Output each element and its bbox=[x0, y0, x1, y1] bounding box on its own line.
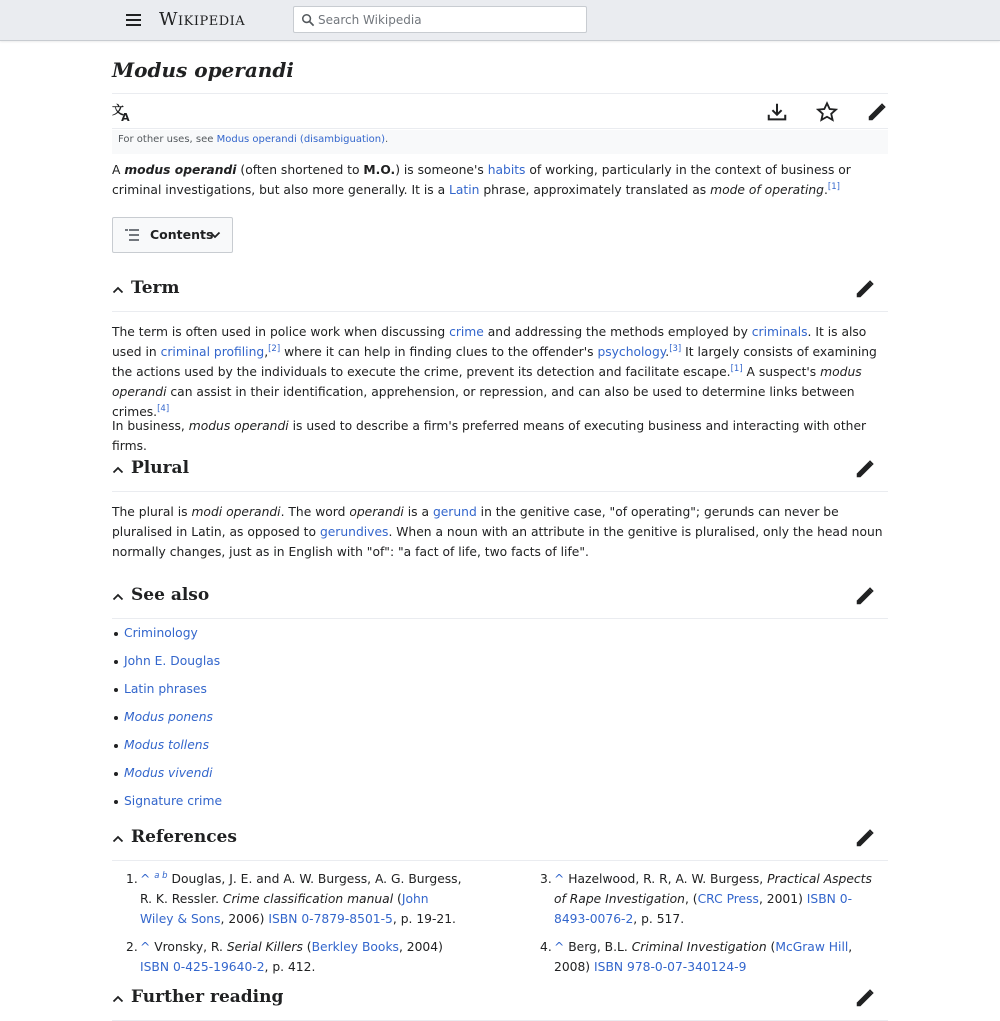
link-publisher[interactable]: CRC Press bbox=[697, 892, 759, 906]
italic-text: modus operandi bbox=[112, 365, 862, 399]
section-title-references: References bbox=[131, 827, 237, 847]
disambiguation-link[interactable]: Modus operandi (disambiguation) bbox=[216, 134, 386, 145]
link-psychology[interactable]: psychology bbox=[597, 345, 666, 359]
section-title-further-reading: Further reading bbox=[131, 987, 284, 1007]
text: ( bbox=[302, 940, 312, 954]
link-criminology[interactable]: Criminology bbox=[124, 626, 198, 640]
list-item bbox=[112, 679, 222, 707]
list-item bbox=[112, 651, 222, 679]
text: Berg, B.L. bbox=[564, 940, 632, 954]
svg-text:A: A bbox=[121, 111, 130, 123]
backlink-a[interactable]: a bbox=[154, 870, 160, 881]
text: in the genitive case, "of operating"; gerunds can never be pluralised in Latin, as opposed to bbox=[112, 505, 839, 539]
text: , p. 412. bbox=[264, 960, 316, 974]
reference-column-right bbox=[526, 869, 876, 985]
text: is used to describe a firm's preferred means of executing business and interacting with other firms. bbox=[112, 419, 867, 453]
link-modus-ponens[interactable]: Modus ponens bbox=[124, 710, 213, 724]
text: . When a noun with an attribute in the genitive is pluralised, only the head noun normally changes, just as in English with "of": "a fact of life, two facts of life". bbox=[112, 525, 883, 559]
link-gerund[interactable]: gerund bbox=[432, 505, 477, 519]
text: A suspect's bbox=[742, 365, 821, 379]
italic-text: Serial Killers bbox=[226, 940, 303, 954]
link-latin[interactable]: Latin bbox=[449, 183, 480, 197]
italic-text: Practical Aspects of Rape Investigation bbox=[554, 872, 872, 906]
link-latin-phrases[interactable]: Latin phrases bbox=[124, 682, 207, 696]
text: , 2004) bbox=[398, 940, 443, 954]
chevron-up-icon[interactable] bbox=[112, 284, 124, 296]
text: . It is also used in bbox=[112, 325, 867, 359]
link-isbn[interactable]: ISBN 0-7879-8501-5 bbox=[268, 912, 393, 926]
italic-text: Crime classification manual bbox=[222, 892, 394, 906]
text: phrase, approximately translated as bbox=[479, 183, 711, 197]
bold-abbrev: M.O. bbox=[363, 163, 396, 177]
text: Vronsky, R. bbox=[150, 940, 227, 954]
link-publisher[interactable]: McGraw Hill bbox=[775, 940, 849, 954]
search-input[interactable] bbox=[318, 10, 578, 30]
text: , 2001) bbox=[758, 892, 807, 906]
citation-3[interactable]: [3] bbox=[669, 343, 682, 354]
text: of working, particularly in the context of business or criminal investigations, but also more generally. It is a bbox=[112, 163, 851, 197]
link-crime[interactable]: crime bbox=[449, 325, 484, 339]
section-heading-further-reading bbox=[112, 983, 888, 1021]
edit-pencil-icon[interactable] bbox=[854, 827, 876, 849]
toc-icon bbox=[125, 228, 139, 242]
download-icon[interactable] bbox=[766, 101, 788, 123]
text: In business, bbox=[112, 419, 189, 433]
header-bar bbox=[0, 0, 1000, 41]
text: (often shortened to bbox=[236, 163, 364, 177]
text: The term is often used in police work when discussing bbox=[112, 325, 450, 339]
list-item bbox=[112, 791, 222, 819]
edit-pencil-icon[interactable] bbox=[854, 585, 876, 607]
link-modus-tollens[interactable]: Modus tollens bbox=[124, 738, 209, 752]
search-icon bbox=[301, 13, 315, 27]
chevron-down-icon bbox=[209, 229, 221, 241]
text: . bbox=[824, 183, 828, 197]
term-paragraph-1 bbox=[112, 322, 888, 422]
backlink-b[interactable]: b bbox=[162, 870, 168, 881]
reference-number: 3. bbox=[540, 872, 552, 886]
text: and addressing the methods employed by bbox=[483, 325, 752, 339]
text: Douglas, J. E. and A. W. Burgess, A. G. Burgess, R. K. Ressler. bbox=[140, 872, 462, 906]
citation-1[interactable]: [1] bbox=[730, 363, 743, 374]
text: It largely consists of examining the actions used by the individuals to execute the crime, prevent its detection and facilitate escape. bbox=[112, 345, 877, 379]
text: , 2008) bbox=[554, 940, 853, 974]
reference-item bbox=[112, 869, 462, 929]
text: , ( bbox=[684, 892, 698, 906]
section-heading-see-also bbox=[112, 581, 888, 619]
term-paragraph-2 bbox=[112, 416, 888, 456]
wikipedia-wordmark[interactable]: Wikipedia bbox=[159, 9, 246, 30]
lead-paragraph bbox=[112, 160, 888, 200]
list-item bbox=[112, 763, 222, 791]
backlink-caret[interactable]: ^ bbox=[554, 940, 565, 954]
list-item bbox=[112, 735, 222, 763]
italic-text: mode of operating bbox=[710, 183, 824, 197]
link-gerundives[interactable]: gerundives bbox=[319, 525, 389, 539]
text: , 2006) bbox=[220, 912, 269, 926]
page-title: Modus operandi bbox=[112, 58, 294, 82]
link-publisher[interactable]: John Wiley & Sons bbox=[140, 892, 429, 926]
hatnote-prefix: For other uses, see bbox=[118, 134, 217, 145]
reference-column-left bbox=[112, 869, 462, 985]
page-actions-bar bbox=[112, 93, 888, 129]
text: . The word bbox=[280, 505, 350, 519]
citation-4[interactable]: [4] bbox=[157, 403, 170, 414]
text: ( bbox=[393, 892, 402, 906]
citation-2[interactable]: [2] bbox=[268, 343, 281, 354]
link-publisher[interactable]: Berkley Books bbox=[311, 940, 399, 954]
reference-item bbox=[526, 937, 876, 977]
edit-pencil-icon[interactable] bbox=[854, 458, 876, 480]
link-isbn[interactable]: ISBN 0-425-19640-2 bbox=[140, 960, 265, 974]
text: , p. 19-21. bbox=[392, 912, 456, 926]
chevron-up-icon[interactable] bbox=[112, 591, 124, 603]
text: The plural is bbox=[112, 505, 192, 519]
backlink-caret[interactable]: ^ bbox=[140, 872, 151, 886]
menu-icon[interactable] bbox=[122, 10, 146, 30]
italic-text: Criminal Investigation bbox=[631, 940, 767, 954]
edit-pencil-icon[interactable] bbox=[866, 101, 888, 123]
section-heading-references bbox=[112, 823, 888, 861]
hatnote-suffix: . bbox=[385, 134, 389, 145]
plural-paragraph bbox=[112, 502, 888, 562]
list-item bbox=[112, 623, 222, 651]
section-heading-plural bbox=[112, 454, 888, 492]
list-item bbox=[112, 707, 222, 735]
link-habits[interactable]: habits bbox=[487, 163, 526, 177]
language-icon[interactable] bbox=[112, 101, 134, 123]
backlink-caret[interactable]: ^ bbox=[140, 940, 151, 954]
reference-item bbox=[112, 937, 462, 977]
search-box[interactable] bbox=[293, 6, 587, 33]
see-also-list bbox=[112, 623, 222, 819]
reference-number: 4. bbox=[540, 940, 552, 954]
citation-1[interactable]: [1] bbox=[827, 181, 840, 192]
text: , p. 517. bbox=[633, 912, 685, 926]
text: , bbox=[264, 345, 269, 359]
chevron-up-icon[interactable] bbox=[112, 833, 124, 845]
edit-pencil-icon[interactable] bbox=[854, 278, 876, 300]
hatnote bbox=[112, 130, 888, 154]
text: is a bbox=[403, 505, 433, 519]
link-isbn[interactable]: ISBN 978-0-07-340124-9 bbox=[594, 960, 747, 974]
text: ) is someone's bbox=[395, 163, 488, 177]
link-criminal-profiling[interactable]: criminal profiling bbox=[160, 345, 265, 359]
edit-pencil-icon[interactable] bbox=[854, 987, 876, 1009]
link-signature-crime[interactable]: Signature crime bbox=[124, 794, 223, 808]
link-john-e-douglas[interactable]: John E. Douglas bbox=[124, 654, 221, 668]
link-modus-vivendi[interactable]: Modus vivendi bbox=[124, 766, 213, 780]
link-criminals[interactable]: criminals bbox=[751, 325, 808, 339]
reference-item bbox=[526, 869, 876, 929]
bold-term: modus operandi bbox=[124, 163, 237, 177]
section-heading-term bbox=[112, 274, 888, 312]
text: ( bbox=[766, 940, 776, 954]
reference-number: 1. bbox=[126, 872, 138, 886]
watch-star-icon[interactable] bbox=[816, 101, 838, 123]
section-title-see-also: See also bbox=[131, 585, 210, 605]
chevron-up-icon[interactable] bbox=[112, 993, 124, 1005]
text: . bbox=[665, 345, 670, 359]
text: where it can help in finding clues to the offender's bbox=[280, 345, 598, 359]
section-title-term: Term bbox=[131, 278, 180, 298]
contents-button[interactable] bbox=[112, 217, 233, 253]
svg-text:文: 文 bbox=[112, 102, 124, 117]
chevron-up-icon[interactable] bbox=[112, 464, 124, 476]
text: Hazelwood, R. R, A. W. Burgess, bbox=[564, 872, 768, 886]
italic-text: modus operandi bbox=[188, 419, 289, 433]
contents-label: Contents bbox=[150, 227, 214, 242]
reference-number: 2. bbox=[126, 940, 138, 954]
text: can assist in their identification, apprehension, or repression, and can also be used to determine links between crimes. bbox=[112, 385, 855, 419]
text: A bbox=[112, 163, 125, 177]
italic-text: modi operandi bbox=[191, 505, 281, 519]
italic-text: operandi bbox=[349, 505, 404, 519]
section-title-plural: Plural bbox=[131, 458, 190, 478]
link-isbn[interactable]: ISBN 0-8493-0076-2 bbox=[554, 892, 853, 926]
backlink-caret[interactable]: ^ bbox=[554, 872, 565, 886]
